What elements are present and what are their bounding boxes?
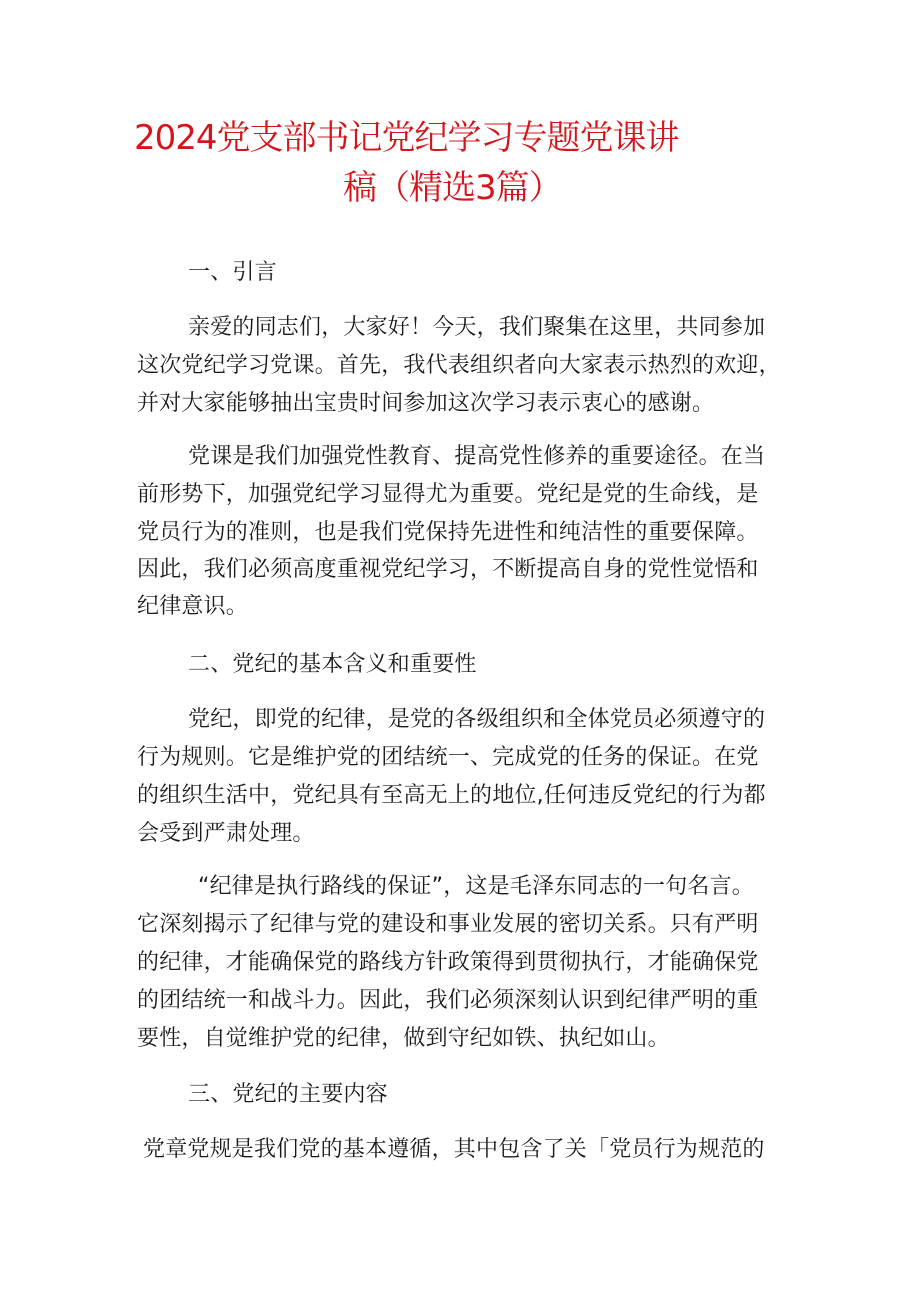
paragraph-line: 的组织生活中，党纪具有至高无上的地位,任何违反党纪的行为都 <box>137 783 766 808</box>
paragraph-line: 的纪律，才能确保党的路线方针政策得到贯彻执行，才能确保党 <box>137 950 759 975</box>
paragraph-line: 的团结统一和战斗力。因此，我们必须深刻认识到纪律严明的重 <box>137 988 759 1013</box>
paragraph-line: 前形势下，加强党纪学习显得尤为重要。党纪是党的生命线，是 <box>137 482 759 507</box>
paragraph-line: 党纪，即党的纪律，是党的各级组织和全体党员必须遵守的 <box>188 707 766 732</box>
document-title-line-2: 稿（精选3篇） <box>343 168 562 208</box>
document-title-line-1: 2024党支部书记党纪学习专题党课讲 <box>134 118 679 158</box>
paragraph-line: 党课是我们加强党性教育、提高党性修养的重要途径。在当 <box>188 444 766 469</box>
paragraph-line: 因此，我们必须高度重视党纪学习，不断提高自身的党性觉悟和 <box>137 557 759 582</box>
paragraph-line: 行为规则。它是维护党的团结统一、完成党的任务的保证。在党 <box>137 745 759 770</box>
section-heading-3: 三、党纪的主要内容 <box>188 1082 388 1107</box>
paragraph-line: 要性，自觉维护党的纪律，做到守纪如铁、执纪如山。 <box>137 1026 670 1051</box>
paragraph-line: 这次党纪学习党课。首先，我代表组织者向大家表示热烈的欢迎， <box>137 353 781 378</box>
paragraph-line: 亲爱的同志们，大家好！今天，我们聚集在这里，共同参加 <box>188 315 766 340</box>
paragraph-line: 会受到严肃处理。 <box>137 821 315 846</box>
paragraph-line: 它深刻揭示了纪律与党的建设和事业发展的密切关系。只有严明 <box>137 912 759 937</box>
paragraph-line: 纪律意识。 <box>137 594 249 619</box>
section-heading-1: 一、引言 <box>188 260 277 285</box>
paragraph-line: 党员行为的准则，也是我们党保持先进性和纯洁性的重要保障。 <box>137 520 759 545</box>
paragraph-line: “纪律是执行路线的保证”，这是毛泽东同志的一句名言。 <box>198 874 754 899</box>
paragraph-line: 并对大家能够抽出宝贵时间参加这次学习表示衷心的感谢。 <box>137 391 715 416</box>
paragraph-line: 党章党规是我们党的基本遵循，其中包含了关「党员行为规范的 <box>143 1137 765 1162</box>
section-heading-2: 二、党纪的基本含义和重要性 <box>188 652 477 677</box>
